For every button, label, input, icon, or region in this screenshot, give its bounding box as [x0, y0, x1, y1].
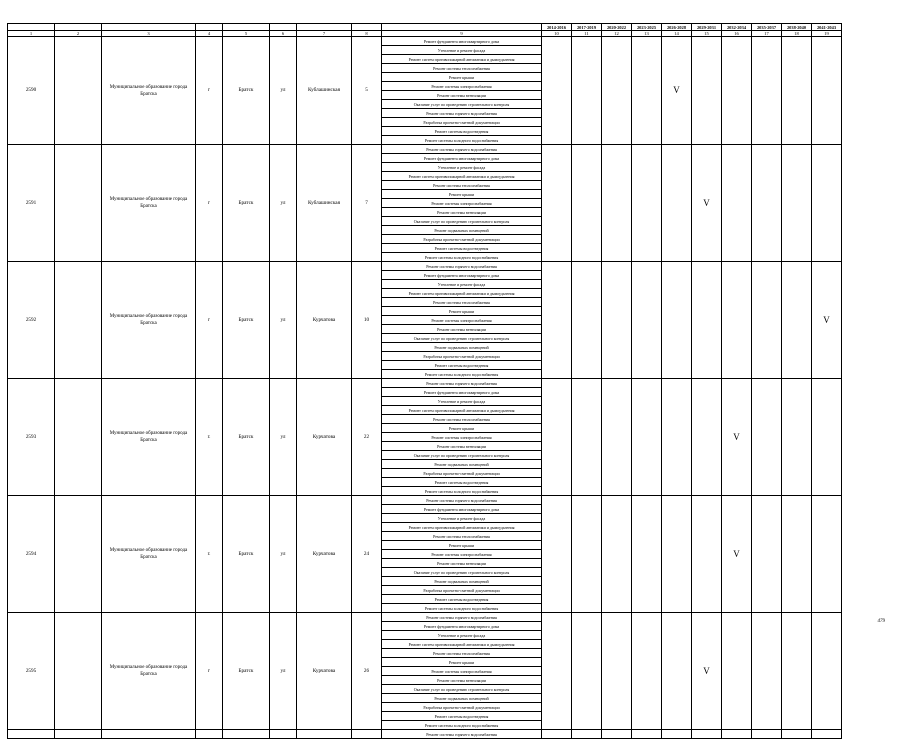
period-cell: [662, 145, 692, 262]
organization: Муниципальное образование города Братска: [102, 379, 196, 496]
work-item: Ремонт системы вентиляции: [382, 676, 542, 685]
period-cell: [542, 262, 572, 379]
period-cell: [752, 37, 782, 145]
work-item: Ремонт системы теплоснабжения: [382, 64, 542, 73]
work-item: Ремонт системы водоотведения: [382, 478, 542, 487]
work-item: Утепление и ремонт фасада: [382, 46, 542, 55]
work-item: Ремонт системы электроснабжения: [382, 199, 542, 208]
period-cell: [542, 730, 572, 739]
table-row: [8, 145, 842, 154]
repair-schedule-table: [7, 23, 842, 739]
work-item: Ремонт системы водоотведения: [382, 361, 542, 370]
period-cell: [662, 496, 692, 613]
period-cell: [782, 613, 812, 730]
record-id: 2593: [8, 379, 55, 496]
settlement-type: г.: [196, 379, 223, 496]
period-cell: [602, 730, 632, 739]
work-item: Ремонт фундамента многоквартирного дома: [382, 505, 542, 514]
organization: Муниципальное образование города Братска: [102, 37, 196, 145]
period-cell: [752, 379, 782, 496]
period-header: 2038-2040: [782, 24, 812, 31]
settlement-type: г.: [196, 496, 223, 613]
work-item: Ремонт крыши: [382, 307, 542, 316]
period-cell: [632, 613, 662, 730]
period-header: 2020-2022: [602, 24, 632, 31]
work-item: Ремонт системы холодного водоснабжения: [382, 487, 542, 496]
period-cell: [632, 379, 662, 496]
period-mark: V: [692, 613, 722, 730]
record-id: 2590: [8, 37, 55, 145]
street-type: ул: [270, 379, 297, 496]
column-number: 14: [662, 31, 692, 37]
work-item: Ремонт системы теплоснабжения: [382, 649, 542, 658]
blank-cell: [270, 730, 297, 739]
work-item: Ремонт системы горячего водоснабжения: [382, 145, 542, 154]
blank-cell: [55, 613, 102, 730]
work-item: Разработка проектно-сметной документации: [382, 469, 542, 478]
period-header-row: [8, 24, 842, 31]
street-name: Кублашинская: [297, 145, 352, 262]
street-type: ул: [270, 37, 297, 145]
record-id: 2594: [8, 496, 55, 613]
column-number: 2: [55, 31, 102, 37]
work-item: Разработка проектно-сметной документации: [382, 235, 542, 244]
work-item: Ремонт крыши: [382, 541, 542, 550]
period-cell: [692, 730, 722, 739]
work-item: Утепление и ремонт фасада: [382, 280, 542, 289]
header-empty-cell: [382, 24, 542, 31]
work-item: Ремонт системы электроснабжения: [382, 82, 542, 91]
work-item: Ремонт крыши: [382, 658, 542, 667]
period-header: 2035-2037: [752, 24, 782, 31]
work-item: Ремонт системы водоотведения: [382, 244, 542, 253]
column-number: 16: [722, 31, 752, 37]
column-number: 9: [382, 31, 542, 37]
organization: Муниципальное образование города Братска: [102, 496, 196, 613]
work-item: Ремонт системы теплоснабжения: [382, 181, 542, 190]
work-item: Оказание услуг по проведению строительного контроля: [382, 568, 542, 577]
work-item: Ремонт системы электроснабжения: [382, 667, 542, 676]
period-cell: [632, 37, 662, 145]
organization: Муниципальное образование города Братска: [102, 262, 196, 379]
period-cell: [572, 379, 602, 496]
period-cell: [542, 379, 572, 496]
city: Братск: [223, 145, 270, 262]
period-cell: [602, 262, 632, 379]
blank-cell: [102, 730, 196, 739]
work-item: Ремонт крыши: [382, 424, 542, 433]
column-number: 15: [692, 31, 722, 37]
period-cell: [722, 145, 752, 262]
work-item: Ремонт системы вентиляции: [382, 91, 542, 100]
period-cell: [572, 613, 602, 730]
street-type: ул: [270, 613, 297, 730]
period-header: 2014-2016: [542, 24, 572, 31]
period-cell: [662, 379, 692, 496]
column-number: 4: [196, 31, 223, 37]
header-empty-cell: [270, 24, 297, 31]
period-cell: [572, 145, 602, 262]
period-cell: [812, 145, 842, 262]
work-item: Ремонт подвальных помещений: [382, 343, 542, 352]
period-cell: [722, 730, 752, 739]
header-empty-cell: [102, 24, 196, 31]
header-empty-cell: [196, 24, 223, 31]
street-type: ул: [270, 496, 297, 613]
record-id: 2592: [8, 262, 55, 379]
period-cell: [692, 262, 722, 379]
period-header: 2026-2028: [662, 24, 692, 31]
work-item: Ремонт крыши: [382, 73, 542, 82]
header-empty-cell: [297, 24, 352, 31]
house-number: 24: [352, 496, 382, 613]
period-cell: [812, 613, 842, 730]
work-item: Ремонт фундамента многоквартирного дома: [382, 622, 542, 631]
work-item: Ремонт систем противопожарной автоматики и дымоудаления: [382, 406, 542, 415]
work-item: Ремонт системы теплоснабжения: [382, 532, 542, 541]
work-item: Ремонт системы холодного водоснабжения: [382, 721, 542, 730]
column-number: 18: [782, 31, 812, 37]
organization: Муниципальное образование города Братска: [102, 613, 196, 730]
period-cell: [752, 613, 782, 730]
period-header: 2017-2019: [572, 24, 602, 31]
work-item: Ремонт системы вентиляции: [382, 208, 542, 217]
work-item: Ремонт системы холодного водоснабжения: [382, 136, 542, 145]
period-cell: [812, 730, 842, 739]
work-item: Ремонт системы горячего водоснабжения: [382, 109, 542, 118]
settlement-type: г: [196, 613, 223, 730]
period-cell: [632, 730, 662, 739]
period-mark: V: [812, 262, 842, 379]
work-item: Утепление и ремонт фасада: [382, 397, 542, 406]
settlement-type: г: [196, 262, 223, 379]
work-item: Разработка проектно-сметной документации: [382, 352, 542, 361]
work-item: Ремонт системы горячего водоснабжения: [382, 730, 542, 739]
work-item: Разработка проектно-сметной документации: [382, 586, 542, 595]
work-item: Ремонт систем противопожарной автоматики и дымоудаления: [382, 289, 542, 298]
work-item: Ремонт фундамента многоквартирного дома: [382, 388, 542, 397]
work-item: Ремонт систем противопожарной автоматики и дымоудаления: [382, 55, 542, 64]
period-header: 2041-2043: [812, 24, 842, 31]
period-mark: V: [662, 37, 692, 145]
work-item: Оказание услуг по проведению строительного контроля: [382, 451, 542, 460]
work-item: Оказание услуг по проведению строительного контроля: [382, 685, 542, 694]
work-item: Ремонт подвальных помещений: [382, 226, 542, 235]
table-row: [8, 379, 842, 388]
period-cell: [542, 145, 572, 262]
work-item: Утепление и ремонт фасада: [382, 631, 542, 640]
period-cell: [722, 613, 752, 730]
settlement-type: г: [196, 37, 223, 145]
period-cell: [782, 37, 812, 145]
work-item: Ремонт системы теплоснабжения: [382, 298, 542, 307]
period-cell: [722, 262, 752, 379]
column-number: 10: [542, 31, 572, 37]
period-cell: [542, 613, 572, 730]
header-empty-cell: [8, 24, 55, 31]
work-item: Ремонт системы теплоснабжения: [382, 415, 542, 424]
column-number: 12: [602, 31, 632, 37]
period-cell: [782, 262, 812, 379]
column-number: 19: [812, 31, 842, 37]
period-cell: [782, 730, 812, 739]
period-cell: [812, 37, 842, 145]
work-item: Оказание услуг по проведению строительного контроля: [382, 100, 542, 109]
period-mark: V: [722, 496, 752, 613]
work-item: Ремонт системы электроснабжения: [382, 550, 542, 559]
street-name: Курчатова: [297, 379, 352, 496]
period-cell: [692, 379, 722, 496]
column-number: 11: [572, 31, 602, 37]
blank-cell: [55, 145, 102, 262]
period-header: 2032-2034: [722, 24, 752, 31]
work-item: Ремонт системы горячего водоснабжения: [382, 379, 542, 388]
period-cell: [632, 145, 662, 262]
blank-cell: [55, 262, 102, 379]
street-type: ул: [270, 262, 297, 379]
header-empty-cell: [352, 24, 382, 31]
period-cell: [752, 730, 782, 739]
work-item: Ремонт системы вентиляции: [382, 442, 542, 451]
table-row-partial: [8, 730, 842, 739]
period-cell: [662, 262, 692, 379]
period-cell: [782, 145, 812, 262]
period-cell: [812, 379, 842, 496]
column-number: 17: [752, 31, 782, 37]
period-cell: [542, 496, 572, 613]
work-item: Ремонт подвальных помещений: [382, 577, 542, 586]
city: Братск: [223, 379, 270, 496]
period-cell: [572, 262, 602, 379]
period-cell: [632, 262, 662, 379]
house-number: 7: [352, 145, 382, 262]
work-item: Ремонт системы вентиляции: [382, 559, 542, 568]
work-item: Ремонт системы горячего водоснабжения: [382, 262, 542, 271]
city: Братск: [223, 613, 270, 730]
house-number: 22: [352, 379, 382, 496]
street-type: ул: [270, 145, 297, 262]
work-item: Ремонт подвальных помещений: [382, 694, 542, 703]
period-cell: [722, 37, 752, 145]
street-name: Курчатова: [297, 496, 352, 613]
work-item: Утепление и ремонт фасада: [382, 514, 542, 523]
column-number: 6: [270, 31, 297, 37]
period-cell: [752, 262, 782, 379]
work-item: Разработка проектно-сметной документации: [382, 118, 542, 127]
period-mark: V: [692, 145, 722, 262]
period-cell: [572, 730, 602, 739]
work-item: Ремонт фундамента многоквартирного дома: [382, 154, 542, 163]
period-cell: [692, 496, 722, 613]
work-item: Ремонт крыши: [382, 190, 542, 199]
record-id: 2595: [8, 613, 55, 730]
work-item: Ремонт подвальных помещений: [382, 460, 542, 469]
work-item: Ремонт систем противопожарной автоматики и дымоудаления: [382, 523, 542, 532]
blank-cell: [196, 730, 223, 739]
street-name: Курчатова: [297, 262, 352, 379]
period-cell: [752, 496, 782, 613]
work-item: Ремонт системы водоотведения: [382, 127, 542, 136]
work-item: Ремонт систем противопожарной автоматики и дымоудаления: [382, 172, 542, 181]
blank-cell: [55, 37, 102, 145]
period-cell: [812, 496, 842, 613]
column-number: 7: [297, 31, 352, 37]
page-number: 479: [877, 619, 885, 624]
period-cell: [602, 379, 632, 496]
period-cell: [782, 496, 812, 613]
period-cell: [782, 379, 812, 496]
city: Братск: [223, 37, 270, 145]
period-cell: [572, 37, 602, 145]
work-item: Ремонт системы холодного водоснабжения: [382, 253, 542, 262]
blank-cell: [352, 730, 382, 739]
work-item: Ремонт систем противопожарной автоматики и дымоудаления: [382, 640, 542, 649]
table-row: [8, 262, 842, 271]
blank-cell: [55, 496, 102, 613]
street-name: Курчатова: [297, 613, 352, 730]
blank-cell: [8, 730, 55, 739]
house-number: 10: [352, 262, 382, 379]
table-row: [8, 37, 842, 46]
work-item: Ремонт системы горячего водоснабжения: [382, 496, 542, 505]
column-number: 8: [352, 31, 382, 37]
period-cell: [542, 37, 572, 145]
settlement-type: г: [196, 145, 223, 262]
table-row: [8, 496, 842, 505]
header-empty-cell: [55, 24, 102, 31]
period-cell: [752, 145, 782, 262]
blank-cell: [55, 730, 102, 739]
work-item: Ремонт системы электроснабжения: [382, 433, 542, 442]
blank-cell: [297, 730, 352, 739]
period-cell: [602, 145, 632, 262]
period-cell: [662, 730, 692, 739]
period-header: 2023-2025: [632, 24, 662, 31]
period-mark: V: [722, 379, 752, 496]
period-cell: [602, 613, 632, 730]
work-item: Ремонт системы горячего водоснабжения: [382, 613, 542, 622]
period-cell: [602, 37, 632, 145]
column-number: 3: [102, 31, 196, 37]
work-item: Ремонт фундамента многоквартирного дома: [382, 37, 542, 46]
column-number: 13: [632, 31, 662, 37]
period-header: 2029-2031: [692, 24, 722, 31]
city: Братск: [223, 262, 270, 379]
street-name: Кублашинская: [297, 37, 352, 145]
period-cell: [632, 496, 662, 613]
work-item: Ремонт системы водоотведения: [382, 595, 542, 604]
organization: Муниципальное образование города Братска: [102, 145, 196, 262]
work-item: Утепление и ремонт фасада: [382, 163, 542, 172]
work-item: Ремонт системы холодного водоснабжения: [382, 370, 542, 379]
work-item: Оказание услуг по проведению строительного контроля: [382, 334, 542, 343]
table-row: [8, 613, 842, 622]
record-id: 2591: [8, 145, 55, 262]
blank-cell: [55, 379, 102, 496]
blank-cell: [223, 730, 270, 739]
work-item: Ремонт системы электроснабжения: [382, 316, 542, 325]
period-cell: [662, 613, 692, 730]
period-cell: [692, 37, 722, 145]
period-cell: [572, 496, 602, 613]
work-item: Оказание услуг по проведению строительного контроля: [382, 217, 542, 226]
work-item: Разработка проектно-сметной документации: [382, 703, 542, 712]
work-item: Ремонт системы водоотведения: [382, 712, 542, 721]
period-cell: [602, 496, 632, 613]
city: Братск: [223, 496, 270, 613]
work-item: Ремонт системы холодного водоснабжения: [382, 604, 542, 613]
column-number: 5: [223, 31, 270, 37]
house-number: 26: [352, 613, 382, 730]
work-item: Ремонт фундамента многоквартирного дома: [382, 271, 542, 280]
header-empty-cell: [223, 24, 270, 31]
column-number: 1: [8, 31, 55, 37]
work-item: Ремонт системы вентиляции: [382, 325, 542, 334]
house-number: 5: [352, 37, 382, 145]
